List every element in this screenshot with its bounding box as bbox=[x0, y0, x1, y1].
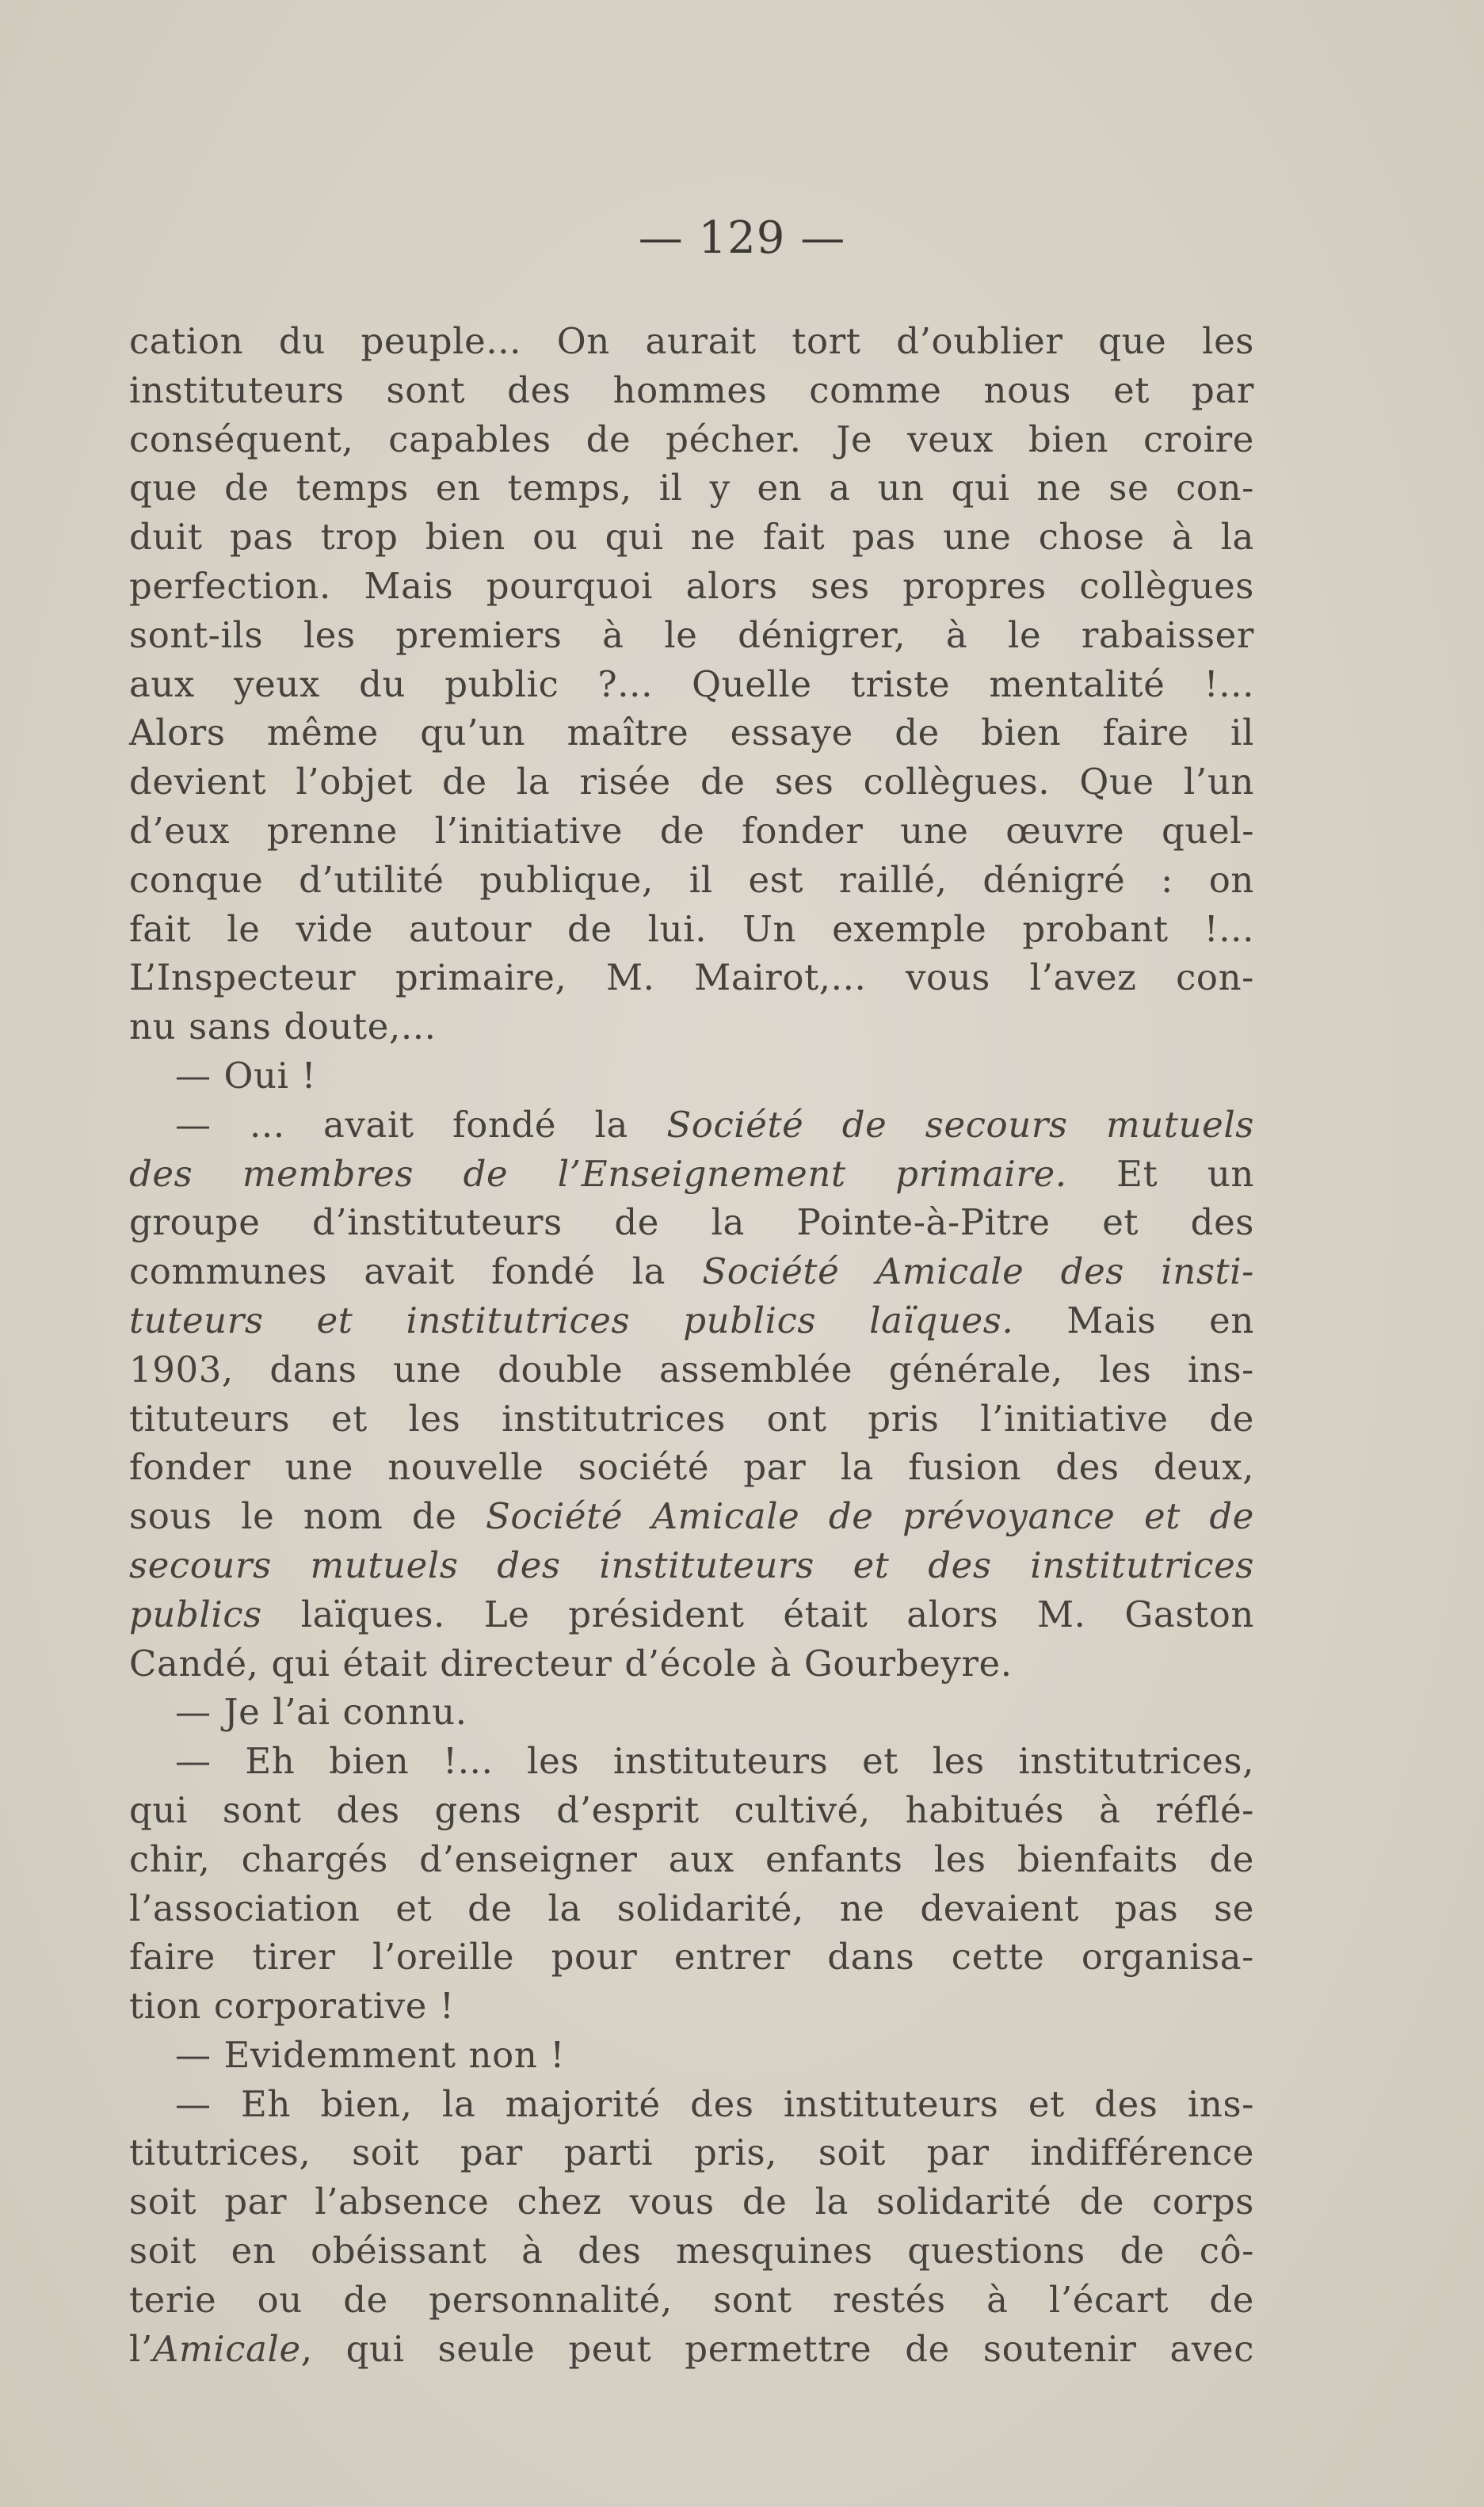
text-segment: Et un bbox=[1066, 1152, 1255, 1195]
text-line: soit par l’absence chez vous de la solidarité de corps bbox=[129, 2181, 1254, 2223]
text-line bbox=[129, 2325, 1254, 2374]
italic-segment: Amicale bbox=[152, 2327, 301, 2370]
text-line: devient l’objet de la risée de ses collègues. Que l’un bbox=[129, 761, 1254, 803]
text-line: Alors même qu’un maître essaye de bien faire il bbox=[129, 712, 1254, 754]
text-line: fonder une nouvelle société par la fusion des deux, bbox=[129, 1446, 1254, 1489]
text-line: soit en obéissant à des mesquines questions de cô- bbox=[129, 2230, 1254, 2272]
italic-segment: publics bbox=[129, 1593, 262, 1635]
text-line: faire tirer l’oreille pour entrer dans cette organisa- bbox=[129, 1936, 1254, 1979]
text-line bbox=[129, 1247, 1254, 1296]
text-line: — Oui ! bbox=[175, 1054, 317, 1097]
text-line: fait le vide autour de lui. Un exemple probant !... bbox=[129, 907, 1254, 950]
italic-segment: tuteurs et institutrices publics laïques. bbox=[129, 1299, 1014, 1341]
text-line: duit pas trop bien ou qui ne fait pas une chose à la bbox=[129, 516, 1254, 559]
text-line: que de temps en temps, il y en a un qui ne se con- bbox=[129, 467, 1254, 509]
italic-segment: des membres de l’Enseignement primaire. bbox=[129, 1152, 1067, 1195]
text-line: perfection. Mais pourquoi alors ses propres collègues bbox=[129, 564, 1254, 607]
text-segment: communes avait fondé la bbox=[129, 1250, 703, 1293]
italic-segment: Société Amicale de prévoyance et de bbox=[486, 1495, 1254, 1538]
text-line: d’eux prenne l’initiative de fonder une œuvre quel- bbox=[129, 809, 1254, 852]
text-line: l’association et de la solidarité, ne devaient pas se bbox=[129, 1887, 1254, 1929]
italic-segment: secours mutuels des instituteurs et des institutrices bbox=[129, 1544, 1254, 1586]
text-line: chir, chargés d’enseigner aux enfants les bienfaits de bbox=[129, 1837, 1254, 1880]
text-segment: — ... avait fondé la bbox=[175, 1103, 667, 1146]
text-line bbox=[129, 1101, 1254, 1150]
text-line: sont-ils les premiers à le dénigrer, à le rabaisser bbox=[129, 613, 1254, 656]
text-segment: laïques. Le président était alors M. Gaston bbox=[261, 1593, 1254, 1635]
text-line: tion corporative ! bbox=[129, 1985, 455, 2028]
text-line bbox=[129, 1296, 1254, 1345]
text-line: cation du peuple... On aurait tort d’oublier que les bbox=[129, 320, 1254, 362]
text-line: Candé, qui était directeur d’école à Gourbeyre. bbox=[129, 1642, 1013, 1685]
text-line: — Eh bien !... les instituteurs et les institutrices, bbox=[175, 1740, 1254, 1783]
text-line: titutrices, soit par parti pris, soit par indifférence bbox=[129, 2131, 1254, 2174]
page-number: — 129 — bbox=[638, 212, 846, 264]
text-segment: Mais en bbox=[1013, 1299, 1254, 1341]
text-line: conséquent, capables de pécher. Je veux bien croire bbox=[129, 418, 1254, 460]
italic-segment: Société Amicale des insti- bbox=[702, 1250, 1254, 1293]
italic-segment: Société de secours mutuels bbox=[666, 1103, 1255, 1146]
body-text bbox=[129, 317, 1254, 2373]
text-line: — Je l’ai connu. bbox=[175, 1691, 467, 1734]
text-line: L’Inspecteur primaire, M. Mairot,... vous l’avez con- bbox=[129, 956, 1254, 999]
text-segment: l’ bbox=[129, 2327, 153, 2370]
text-line bbox=[129, 1541, 1254, 1590]
text-segment: , qui seule peut permettre de soutenir avec bbox=[300, 2327, 1254, 2370]
text-line: qui sont des gens d’esprit cultivé, habitués à réflé- bbox=[129, 1788, 1254, 1831]
text-line: nu sans doute,... bbox=[129, 1005, 437, 1048]
text-line: tituteurs et les institutrices ont pris l’initiative de bbox=[129, 1397, 1254, 1440]
text-segment: sous le nom de bbox=[129, 1495, 486, 1538]
text-line: groupe d’instituteurs de la Pointe-à-Pitre et des bbox=[129, 1201, 1254, 1244]
text-line: terie ou de personnalité, sont restés à l’écart de bbox=[129, 2278, 1254, 2321]
text-line: 1903, dans une double assemblée générale, les ins- bbox=[129, 1348, 1254, 1391]
text-line bbox=[129, 1150, 1254, 1199]
text-line: — Evidemment non ! bbox=[175, 2033, 565, 2076]
text-line: aux yeux du public ?... Quelle triste mentalité !... bbox=[129, 662, 1254, 705]
text-line bbox=[129, 1492, 1254, 1541]
text-line: conque d’utilité publique, il est raillé, dénigré : on bbox=[129, 858, 1254, 901]
text-line: instituteurs sont des hommes comme nous et par bbox=[129, 368, 1254, 411]
text-line bbox=[129, 1590, 1254, 1639]
text-line: — Eh bien, la majorité des instituteurs et des ins- bbox=[175, 2082, 1254, 2125]
